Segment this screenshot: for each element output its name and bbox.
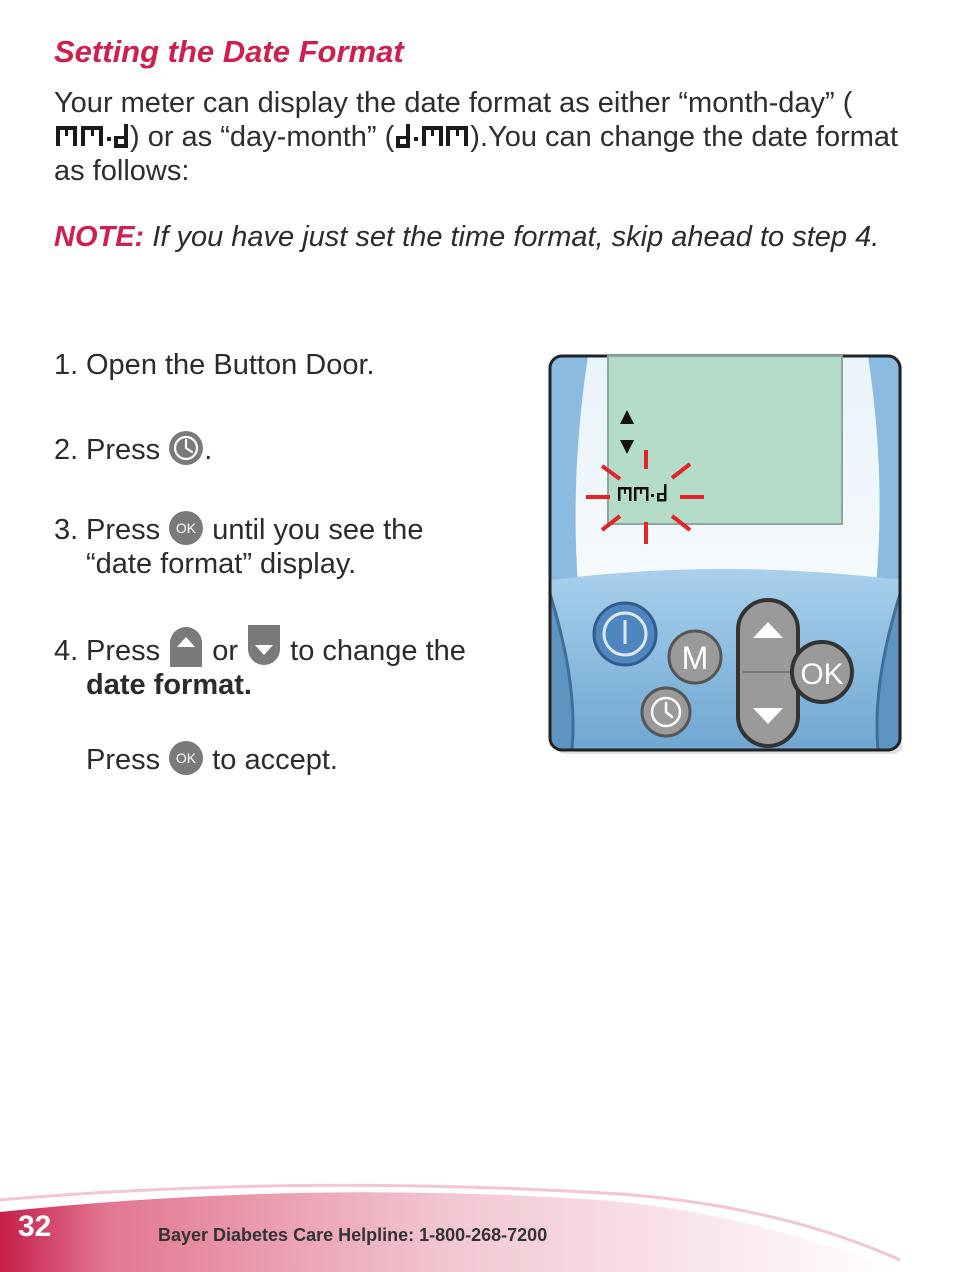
step-number: 2. [54,434,79,466]
step-2 [54,430,514,467]
intro-text-3: ).You can change the date format as follows: [54,121,899,187]
step-text-line2: date format. [86,669,252,701]
page-number: 32 [18,1210,52,1243]
step-3 [54,510,514,581]
step-text-end: until you see the [204,514,424,546]
month-day-format-icon [54,122,130,152]
step-text-end: to change the [282,635,466,667]
intro-paragraph [54,86,914,188]
step-text-line2: “date format” display. [86,548,357,580]
step-text-mid: or [204,635,247,667]
ok-icon-label: OK [176,750,197,766]
down-button-icon [246,625,282,667]
step-4 [54,625,514,702]
step-text: Press [86,514,169,546]
ok-button-icon [168,740,204,776]
ok-icon-label: OK [176,520,197,536]
helpline-text: Bayer Diabetes Care Helpline: 1-800-268-7200 [158,1225,548,1245]
memory-label: M [681,640,709,676]
day-month-format-icon [394,122,470,152]
note-label: NOTE: [54,221,145,253]
step-text: Press [86,434,169,466]
page-title: Setting the Date Format [54,34,404,69]
step-text: Open the Button Door. [86,349,375,381]
note-text: If you have just set the time format, skip ahead to step 4. [144,221,880,253]
ok-button-icon [168,510,204,546]
step-accept [54,740,514,777]
meter-illustration [548,354,902,754]
ok-label: OK [800,658,844,691]
lcd-screen [608,356,842,524]
step-text: Press [86,635,169,667]
note-paragraph [54,220,914,254]
step-number: 3. [54,514,79,546]
up-button-icon [168,625,204,667]
step-text-end: . [204,434,213,466]
intro-text-2: ) or as “day-month” ( [130,121,395,153]
step-1 [54,348,514,382]
intro-text-1: Your meter can display the date format as either “month-day” ( [54,87,853,119]
step-number: 4. [54,635,79,667]
step-number: 1. [54,349,79,381]
step-text: Press [86,744,169,776]
clock-button-icon [168,430,204,466]
step-text-end: to accept. [204,744,338,776]
